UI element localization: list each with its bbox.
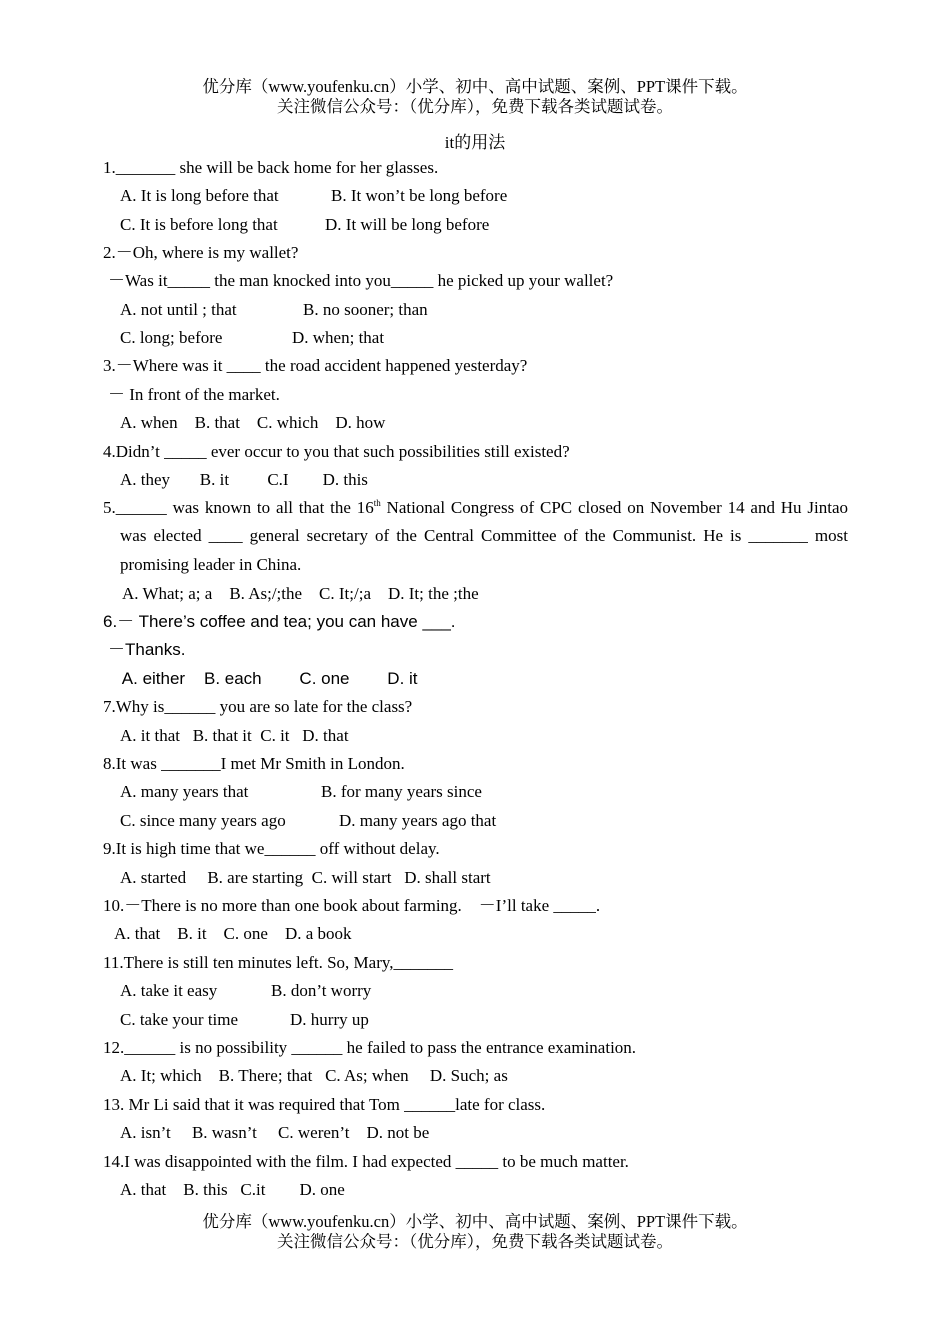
question-10-stem: 10.－There is no more than one book about farming. －I’ll take _____. xyxy=(103,896,601,915)
question-8-option-d: D. many years ago that xyxy=(339,811,497,830)
question-8-stem: 8.It was _______I met Mr Smith in London. xyxy=(103,754,405,773)
question-5-part-1: 5.______ was known to all that the 16 xyxy=(103,498,374,517)
question-1-option-a: A. It is long before that xyxy=(120,186,279,205)
question-11-option-a: A. take it easy xyxy=(120,981,218,1000)
question-5-options: A. What; a; a B. As;/;the C. It;/;a D. It; the ;the xyxy=(122,584,479,603)
question-6-reply: －Thanks. xyxy=(108,640,186,659)
question-9-options: A. started B. are starting C. will start D. shall start xyxy=(120,868,491,887)
question-3-answer: － In front of the market. xyxy=(108,385,280,404)
question-6-options: A. either B. each C. one D. it xyxy=(118,669,418,688)
question-11-option-c: C. take your time xyxy=(120,1010,239,1029)
question-8-option-a: A. many years that xyxy=(120,782,249,801)
question-14-stem: 14.I was disappointed with the film. I had expected _____ to be much matter. xyxy=(103,1152,629,1171)
question-4-stem: 4.Didn’t _____ ever occur to you that such possibilities still existed? xyxy=(103,442,570,461)
question-5-part-2: National Congress of CPC closed on November 14 and Hu Jintao was elected ____ general secretary of the Central Committee of the Communist. He is _______ most promising leader in China. xyxy=(120,498,848,574)
footer-line-1: 优分库（www.youfenku.cn）小学、初中、高中试题、案例、PPT课件下载。 xyxy=(202,1212,748,1231)
header-line-1: 优分库（www.youfenku.cn）小学、初中、高中试题、案例、PPT课件下载。 xyxy=(202,77,748,96)
question-1-option-d: D. It will be long before xyxy=(325,215,490,234)
question-2-option-a: A. not until ; that xyxy=(120,300,237,319)
footer-line-2: 关注微信公众号：（优分库），免费下载各类试题试卷。 xyxy=(277,1232,673,1251)
question-2-dialog: －Was it_____ the man knocked into you_____ he picked up your wallet? xyxy=(108,271,614,290)
question-5-superscript: th xyxy=(373,498,381,508)
question-11-stem: 11.There is still ten minutes left. So, Mary,_______ xyxy=(103,953,454,972)
question-12-stem: 12.______ is no possibility ______ he failed to pass the entrance examination. xyxy=(103,1038,637,1057)
question-8-option-c: C. since many years ago xyxy=(120,811,286,830)
question-1-stem: 1._______ she will be back home for her glasses. xyxy=(103,158,439,177)
question-5-paragraph xyxy=(103,494,848,579)
question-12-options: A. It; which B. There; that C. As; when D. Such; as xyxy=(120,1066,508,1085)
question-7-options: A. it that B. that it C. it D. that xyxy=(120,726,349,745)
question-3-stem: 3.－Where was it ____ the road accident happened yesterday? xyxy=(103,356,528,375)
question-7-stem: 7.Why is______ you are so late for the class? xyxy=(103,697,413,716)
question-14-options: A. that B. this C.it D. one xyxy=(120,1180,345,1199)
question-2-stem: 2.－Oh, where is my wallet? xyxy=(103,243,299,262)
question-11-option-b: B. don’t worry xyxy=(271,981,372,1000)
question-13-options: A. isn’t B. wasn’t C. weren’t D. not be xyxy=(120,1123,430,1142)
question-10-options: A. that B. it C. one D. a book xyxy=(114,924,352,943)
header-line-2: 关注微信公众号：（优分库），免费下载各类试题试卷。 xyxy=(277,97,673,116)
question-4-options: A. they B. it C.I D. this xyxy=(120,470,368,489)
question-2-option-b: B. no sooner; than xyxy=(303,300,428,319)
question-3-options: A. when B. that C. which D. how xyxy=(120,413,386,432)
question-2-option-d: D. when; that xyxy=(292,328,385,347)
question-2-option-c: C. long; before xyxy=(120,328,223,347)
question-1-option-c: C. It is before long that xyxy=(120,215,278,234)
question-1-option-b: B. It won’t be long before xyxy=(331,186,508,205)
page-title: it的用法 xyxy=(444,133,506,152)
question-6-stem: 6.－ There’s coffee and tea; you can have ___. xyxy=(103,612,456,631)
question-8-option-b: B. for many years since xyxy=(321,782,482,801)
question-11-option-d: D. hurry up xyxy=(290,1010,369,1029)
question-9-stem: 9.It is high time that we______ off without delay. xyxy=(103,839,440,858)
question-13-stem: 13. Mr Li said that it was required that Tom ______late for class. xyxy=(103,1095,546,1114)
